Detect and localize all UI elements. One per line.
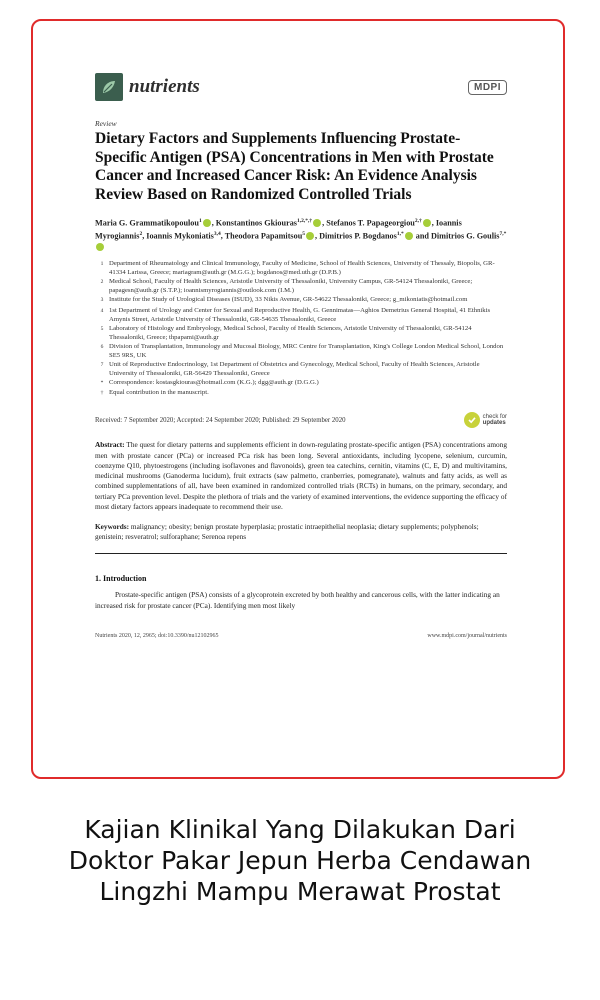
affiliation-text: Unit of Reproductive Endocrinology, 1st Department of Obstetrics and Gynecology, Medical School, Faculty of Health Sciences, Aristotle University of Thessaloniki, GR-56429 Thessaloniki, Greece [109,361,480,378]
author-name: Ioannis Mykoniatis [146,231,214,241]
affiliation-item [95,324,507,342]
author-name: Stefanos T. Papageorgiou [326,218,415,228]
intro-text: Prostate-specific antigen (PSA) consists of a glycoprotein excreted by both healthy and cancerous cells, with the latter indicating an increased risk for prostate cancer (PCa). Identifying men most likely [95,590,500,610]
affiliation-mark: 1 [100,261,104,268]
keywords [95,522,507,542]
page-footer [95,633,507,639]
affiliation-item [95,360,507,378]
author-separator: , [322,218,327,228]
author-separator: , [315,231,320,241]
author-superscript: 1,2,*,† [297,218,313,224]
author-list [95,216,507,253]
affiliation-list [95,259,507,398]
citation-line: Nutrients 2020, 12, 2965; doi:10.3390/nu12102965 [95,632,219,639]
section-divider [95,553,507,554]
author-name: Maria G. Grammatikopoulou [95,218,199,228]
affiliation-text: Equal contribution in the manuscript. [109,389,209,397]
author-superscript: 2 [139,230,143,237]
affiliation-item [95,378,507,388]
orcid-icon[interactable] [96,243,104,251]
affiliation-mark: 4 [100,307,104,314]
journal-url: www.mdpi.com/journal/nutrients [427,632,507,639]
masthead [95,71,507,103]
affiliation-text: Medical School, Faculty of Health Sciences, Aristotle University of Thessaloniki, University Campus, GR-54124 Thessaloniki, Greece; papagesn@auth.gr (S.T.P.); ioannismyrogiannis@outlook.com (I.M.) [109,278,473,295]
orcid-icon[interactable] [306,232,314,240]
check-for-updates [464,412,507,428]
author-separator: , [211,218,216,228]
check-updates-icon [464,412,480,428]
paper-preview [95,71,507,639]
author-superscript: 3,4 [213,230,221,237]
keywords-text: malignancy; obesity; benign prostate hyperplasia; prostatic intraepithelial neoplasia; dietary supplements; polyphenols; genistein; resveratrol; sulforaphane; Serenoa repens [95,521,479,542]
updates-line-1: check for [482,413,507,420]
affiliation-item [95,388,507,398]
author-name: Dimitrios G. Goulis [430,231,500,241]
author-name: Theodora Papamitsou [224,231,303,241]
article-type: Review [95,119,117,128]
author-separator: and [413,231,431,241]
affiliation-item [95,295,507,305]
article-caption-link[interactable]: Kajian Klinikal Yang Dilakukan Dari Doktor Pakar Jepun Herba Cendawan Lingzhi Mampu Merawat Prostat [68,815,532,906]
affiliation-mark: 6 [100,343,104,350]
author-superscript: 5 [302,230,305,237]
abstract-label: Abstract: [95,440,125,450]
affiliation-item [95,277,507,295]
updates-line-2: updates [482,420,506,427]
author-superscript: 1 [198,218,202,224]
affiliation-text: 1st Department of Urology and Center for Sexual and Reproductive Health, G. Gennimatas—Aghios Demetrius General Hospital, 41 Ethnikis Amynis Street, Aristotle University of Thessaloniki, GR-54635 Thessaloniki, Greece [109,306,491,323]
affiliation-item [95,342,507,360]
keywords-label: Keywords: [95,521,130,531]
orcid-icon[interactable] [203,219,211,227]
author-superscript: 7,* [499,230,507,237]
author-separator: , [142,231,147,241]
abstract [95,440,507,511]
affiliation-text: Correspondence: kostasgkiouras@hotmail.com (K.G.); dgg@auth.gr (D.G.G.) [109,379,319,387]
affiliation-mark: 5 [100,325,104,332]
article-card[interactable] [31,19,565,779]
journal-brand [95,73,200,101]
received-dates: Received: 7 September 2020; Accepted: 24 September 2020; Published: 29 September 2020 [95,416,346,424]
affiliation-text: Division of Transplantation, Immunology and Mucosal Biology, MRC Centre for Transplantation, King's College London Medical School, London SE5 9RS, UK [109,342,504,360]
paper-title: Dietary Factors and Supplements Influencing Prostate-Specific Antigen (PSA) Concentrations in Men with Prostate Cancer and Increased Cancer Risk: An Evidence Analysis Review Based on Randomized Controlled Trials [95,130,494,203]
affiliation-mark: * [100,380,104,387]
dates-row [95,410,507,430]
author-separator: , [220,231,225,241]
affiliation-mark: 7 [100,362,104,369]
affiliation-item [95,306,507,324]
affiliation-mark: † [100,390,104,397]
author-separator: , [431,218,436,228]
affiliation-text: Laboratory of Histology and Embryology, Medical School, Faculty of Health Sciences, Aristotle University of Thessaloniki, GR-54124 Thessaloniki, Greece; thpapami@auth.gr [109,324,472,341]
affiliation-text: Department of Rheumatology and Clinical Immunology, Faculty of Medicine, School of Health Sciences, University of Thessaly, Biopolis, GR-41334 Larissa, Greece; mariagram@auth.gr (M.G.G.); bogdanos@med.uth.gr (D.P.B.) [109,260,495,277]
author-name: Ioannis Myrogiannis [95,218,462,241]
journal-logo-icon [95,73,123,101]
author-superscript: 2,† [414,218,422,224]
journal-name: nutrients [129,76,200,97]
orcid-icon[interactable] [313,219,321,227]
affiliation-mark: 2 [100,279,104,286]
affiliation-text: Institute for the Study of Urological Diseases (ISUD), 33 Nikis Avenue, GR-54622 Thessaloniki, Greece; g_mikoniatis@hotmail.com [109,296,468,304]
author-name: Dimitrios P. Bogdanos [319,231,397,241]
abstract-text: The quest for dietary patterns and supplements efficient in down-regulating prostate-specific antigen (PSA) concentrations among men with prostate cancer (PCa) or increased PCa risk has been long. Several antioxidants, including lycopene, selenium, curcumin, coenzyme Q10, phytoestrogens (including isoflavones and flavonoids), green tea catechins, cernitin, vitamins (C, E, D) and multivitamins, medicinal mushrooms (Ganoderma lucidum), fruit extracts (saw palmetto, cranberries, pomegranate), walnuts and fatty acids, as well as combined supplementations of all, have been examined in randomized controlled trials (RCTs) in humans, on the primary, secondary, and tertiary PCa prevention level. Despite the plethora of trials and the variety of examined interventions, the evidence supporting the efficacy of most dietary factors appears inadequate to recommend their use. [95,440,507,511]
author-superscript: 1,* [396,230,404,237]
affiliation-mark: 3 [100,297,104,304]
orcid-icon[interactable] [405,232,413,240]
affiliation-item [95,259,507,277]
publisher-logo: MDPI [468,80,507,95]
orcid-icon[interactable] [423,219,431,227]
section-heading: 1. Introduction [95,574,147,584]
author-name: Konstantinos Gkiouras [215,218,297,228]
